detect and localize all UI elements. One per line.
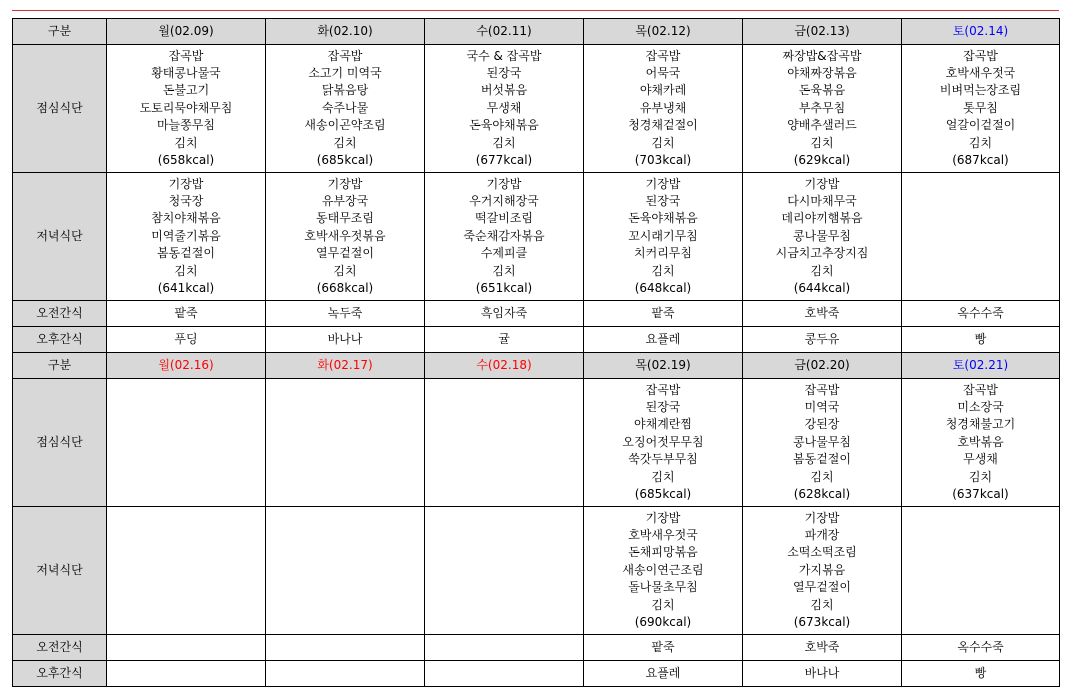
lunch-label: 점심식단 — [13, 45, 107, 173]
dinner-cell — [107, 507, 266, 635]
pm-snack-cell: 귤 — [425, 327, 584, 353]
menu-item: 도토리묵야채무침 — [139, 100, 233, 115]
menu-item: 김치 — [651, 469, 675, 484]
menu-item: 김치 — [333, 263, 357, 278]
menu-item: 김치 — [810, 135, 834, 150]
menu-item: 김치 — [651, 263, 675, 278]
dinner-cell — [902, 507, 1060, 635]
category-header: 구분 — [13, 353, 107, 379]
menu-item: 된장국 — [645, 193, 681, 208]
am-snack-row — [13, 635, 1060, 661]
menu-item: 가지볶음 — [798, 562, 846, 577]
menu-item: 데리야끼햄볶음 — [781, 211, 863, 226]
menu-item: 김치 — [968, 469, 993, 484]
menu-item: 숙주나물 — [321, 100, 369, 115]
pm-snack-cell: 요플레 — [584, 661, 743, 687]
day-header: 수(02.18) — [425, 353, 584, 379]
menu-item: 버섯볶음 — [480, 83, 528, 98]
menu-item: 호박새우젓국 — [628, 527, 698, 542]
day-header: 목(02.19) — [584, 353, 743, 379]
menu-item: 잡곡밥 — [327, 48, 363, 63]
lunch-cell — [743, 45, 902, 173]
menu-item: 호박새우젓국 — [945, 65, 1016, 80]
day-header: 금(02.20) — [743, 353, 902, 379]
pm-snack-cell: 빵 — [902, 327, 1060, 353]
menu-item: (687kcal) — [952, 153, 1009, 168]
am-snack-cell: 호박죽 — [743, 635, 902, 661]
lunch-cell — [902, 45, 1060, 173]
menu-item: 수제피클 — [480, 246, 528, 261]
menu-item: 참치야채볶음 — [151, 211, 221, 226]
lunch-cell — [584, 45, 743, 173]
menu-item: 돈육야채볶음 — [469, 118, 539, 133]
menu-item: 콩나물무침 — [793, 228, 851, 243]
dinner-cell — [584, 507, 743, 635]
dinner-label: 저녁식단 — [13, 507, 107, 635]
dinner-cell — [266, 173, 425, 301]
menu-item: 어묵국 — [645, 65, 681, 80]
menu-item: 김치 — [174, 135, 198, 150]
am-snack-label: 오전간식 — [13, 635, 107, 661]
menu-item: 새송이곤약조림 — [304, 118, 386, 133]
dinner-cell — [107, 173, 266, 301]
dinner-cell — [266, 507, 425, 635]
menu-item: 김치 — [333, 135, 357, 150]
menu-item: 마늘쫑무침 — [157, 118, 215, 133]
menu-item: 동태무조림 — [316, 211, 374, 226]
menu-item: 기장밥 — [804, 176, 840, 191]
menu-item: 김치 — [810, 263, 834, 278]
am-snack-label: 오전간식 — [13, 301, 107, 327]
menu-item: 유부냉채 — [639, 100, 687, 115]
menu-item: (690kcal) — [634, 615, 692, 630]
menu-item: 강된장 — [804, 417, 840, 432]
menu-item: 잡곡밥 — [963, 382, 998, 397]
menu-item: 돈육볶음 — [798, 83, 846, 98]
menu-item: 부추무침 — [798, 100, 846, 115]
menu-item: 우거지해장국 — [469, 193, 539, 208]
menu-item: 야채짜장볶음 — [787, 65, 857, 80]
menu-item: 청경채불고기 — [945, 417, 1016, 432]
menu-item: (677kcal) — [475, 153, 533, 168]
am-snack-cell — [425, 635, 584, 661]
week-header-row — [13, 19, 1060, 45]
menu-item: (637kcal) — [952, 487, 1009, 502]
am-snack-row — [13, 301, 1060, 327]
menu-item: 기장밥 — [645, 510, 681, 525]
lunch-cell — [902, 379, 1060, 507]
menu-item: 기장밥 — [168, 176, 204, 191]
am-snack-cell — [266, 635, 425, 661]
pm-snack-row — [13, 661, 1060, 687]
menu-item: 김치 — [492, 263, 516, 278]
am-snack-cell: 팥죽 — [584, 301, 743, 327]
menu-item: 돌나물초무침 — [628, 580, 698, 595]
am-snack-cell: 녹두죽 — [266, 301, 425, 327]
pm-snack-label: 오후간식 — [13, 661, 107, 687]
menu-item: 무생채 — [486, 100, 522, 115]
menu-item: 닭볶음탕 — [321, 83, 369, 98]
pm-snack-cell: 바나나 — [743, 661, 902, 687]
menu-item: 잡곡밥 — [963, 48, 998, 63]
am-snack-cell: 팥죽 — [107, 301, 266, 327]
menu-item: 다시마채무국 — [787, 193, 857, 208]
menu-item: 소고기 미역국 — [308, 65, 382, 80]
pm-snack-cell: 바나나 — [266, 327, 425, 353]
menu-item: 김치 — [492, 135, 516, 150]
menu-item: 돈채피망볶음 — [628, 545, 698, 560]
lunch-cell — [266, 379, 425, 507]
menu-item: (648kcal) — [634, 281, 692, 296]
menu-item: 된장국 — [645, 399, 681, 414]
lunch-cell — [584, 379, 743, 507]
category-header: 구분 — [13, 19, 107, 45]
dinner-label: 저녁식단 — [13, 173, 107, 301]
menu-item: (644kcal) — [793, 281, 851, 296]
lunch-cell — [425, 379, 584, 507]
pm-snack-cell — [107, 661, 266, 687]
day-header: 화(02.10) — [266, 19, 425, 45]
top-divider — [12, 10, 1059, 11]
menu-item: 꼬시래기무침 — [628, 228, 698, 243]
menu-item: (668kcal) — [316, 281, 374, 296]
menu-item: 봄동겉절이 — [793, 452, 851, 467]
meal-plan-table — [12, 18, 1060, 687]
menu-item: 시금치고추장지짐 — [775, 246, 869, 261]
lunch-cell — [266, 45, 425, 173]
week-header-row — [13, 353, 1060, 379]
menu-item: 잡곡밥 — [804, 382, 840, 397]
menu-item: 청국장 — [168, 193, 204, 208]
menu-item: 파개장 — [804, 527, 840, 542]
dinner-cell — [425, 507, 584, 635]
am-snack-cell — [107, 635, 266, 661]
dinner-cell — [584, 173, 743, 301]
menu-item: 톳무침 — [963, 100, 998, 115]
lunch-cell — [743, 379, 902, 507]
menu-item: 돈불고기 — [162, 83, 210, 98]
menu-item: 양배추샐러드 — [787, 118, 857, 133]
menu-item: 잡곡밥 — [645, 48, 681, 63]
lunch-cell — [425, 45, 584, 173]
lunch-row — [13, 45, 1060, 173]
lunch-cell — [107, 45, 266, 173]
menu-item: 황태콩나물국 — [151, 65, 221, 80]
day-header: 토(02.21) — [902, 353, 1060, 379]
day-header: 화(02.17) — [266, 353, 425, 379]
menu-item: 미역국 — [804, 399, 840, 414]
menu-item: 김치 — [810, 469, 834, 484]
day-header: 월(02.09) — [107, 19, 266, 45]
menu-item: 죽순채감자볶음 — [463, 228, 545, 243]
am-snack-cell: 흑임자죽 — [425, 301, 584, 327]
lunch-row — [13, 379, 1060, 507]
menu-item: 열무겉절이 — [793, 580, 851, 595]
menu-item: 돈육야채볶음 — [628, 211, 698, 226]
menu-item: 김치 — [651, 135, 675, 150]
menu-item: 치커리무침 — [634, 246, 692, 261]
menu-item: 야채카레 — [639, 83, 687, 98]
menu-item: 새송이연근조림 — [622, 562, 704, 577]
pm-snack-label: 오후간식 — [13, 327, 107, 353]
menu-item: 잡곡밥 — [168, 48, 204, 63]
menu-item: (685kcal) — [316, 153, 374, 168]
dinner-cell — [743, 507, 902, 635]
pm-snack-cell: 요플레 — [584, 327, 743, 353]
menu-item: 미소장국 — [957, 399, 1004, 414]
menu-item: (651kcal) — [475, 281, 533, 296]
dinner-cell — [425, 173, 584, 301]
menu-item: 콩나물무침 — [793, 434, 851, 449]
menu-item: 김치 — [651, 597, 675, 612]
menu-item: (685kcal) — [634, 487, 692, 502]
menu-item: 김치 — [810, 597, 834, 612]
dinner-row — [13, 173, 1060, 301]
menu-item: 비벼먹는장조림 — [939, 83, 1022, 98]
menu-item: 쑥갓두부무침 — [628, 452, 698, 467]
pm-snack-cell — [266, 661, 425, 687]
am-snack-cell: 옥수수죽 — [902, 301, 1060, 327]
am-snack-cell: 옥수수죽 — [902, 635, 1060, 661]
menu-item: 기장밥 — [327, 176, 363, 191]
pm-snack-cell: 푸딩 — [107, 327, 266, 353]
menu-item: 미역줄기볶음 — [151, 228, 221, 243]
day-header: 월(02.16) — [107, 353, 266, 379]
day-header: 토(02.14) — [902, 19, 1060, 45]
menu-item: 국수 & 잡곡밥 — [466, 48, 542, 63]
menu-item: 기장밥 — [486, 176, 522, 191]
day-header: 금(02.13) — [743, 19, 902, 45]
am-snack-cell: 호박죽 — [743, 301, 902, 327]
pm-snack-cell: 콩두유 — [743, 327, 902, 353]
menu-item: (703kcal) — [634, 153, 692, 168]
menu-item: 봄동겉절이 — [157, 246, 215, 261]
menu-item: 열무겉절이 — [316, 246, 374, 261]
pm-snack-cell: 빵 — [902, 661, 1060, 687]
menu-item: (641kcal) — [157, 281, 215, 296]
menu-item: 김치 — [174, 263, 198, 278]
menu-item: 떡갈비조림 — [475, 211, 533, 226]
dinner-row — [13, 507, 1060, 635]
menu-item: 청경채겉절이 — [628, 118, 698, 133]
menu-item: (673kcal) — [793, 615, 851, 630]
menu-item: 기장밥 — [645, 176, 681, 191]
day-header: 수(02.11) — [425, 19, 584, 45]
menu-item: 잡곡밥 — [645, 382, 681, 397]
day-header: 목(02.12) — [584, 19, 743, 45]
meal-plan-body — [13, 19, 1060, 687]
menu-item: 호박새우젓볶음 — [304, 228, 386, 243]
menu-item: 야채계란찜 — [634, 417, 692, 432]
menu-item: 기장밥 — [804, 510, 840, 525]
am-snack-cell: 팥죽 — [584, 635, 743, 661]
menu-item: 얼갈이겉절이 — [945, 118, 1016, 133]
menu-item: (629kcal) — [793, 153, 851, 168]
menu-item: 유부장국 — [321, 193, 369, 208]
pm-snack-cell — [425, 661, 584, 687]
menu-item: 짜장밥&잡곡밥 — [782, 48, 862, 63]
menu-item: 무생채 — [963, 452, 998, 467]
dinner-cell — [743, 173, 902, 301]
dinner-cell — [902, 173, 1060, 301]
lunch-cell — [107, 379, 266, 507]
menu-item: 김치 — [968, 135, 993, 150]
menu-item: 오징어젓무무침 — [622, 434, 704, 449]
menu-item: (628kcal) — [793, 487, 851, 502]
lunch-label: 점심식단 — [13, 379, 107, 507]
pm-snack-row — [13, 327, 1060, 353]
menu-item: 된장국 — [486, 65, 522, 80]
menu-item: 호박볶음 — [957, 434, 1004, 449]
menu-item: 소떡소떡조림 — [787, 545, 857, 560]
menu-item: (658kcal) — [157, 153, 215, 168]
